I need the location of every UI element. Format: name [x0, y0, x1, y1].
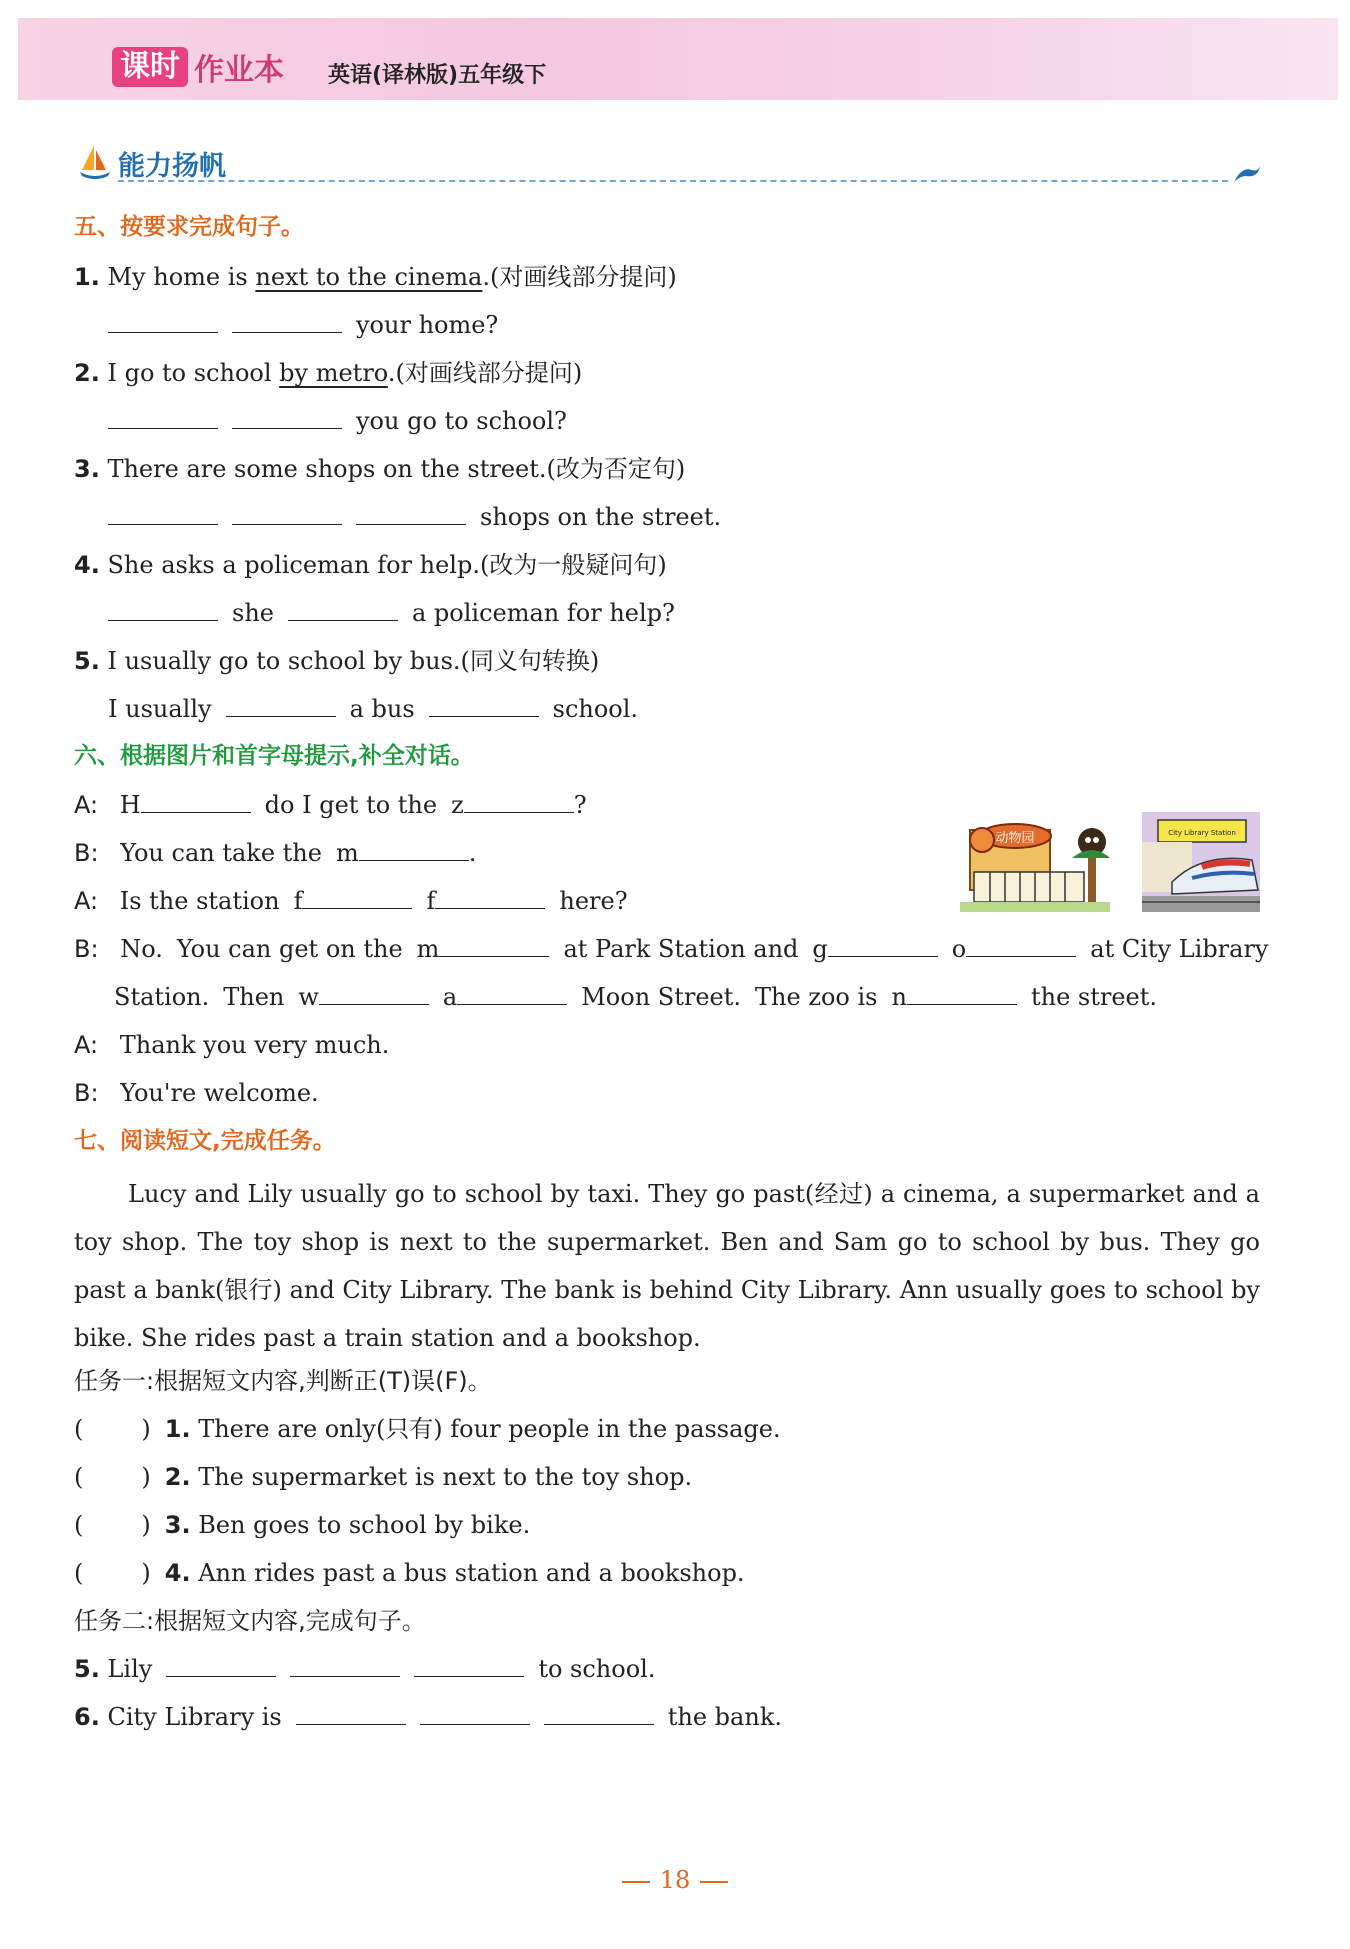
tf-item-4 — [74, 1558, 745, 1588]
answer-text: a policeman for help? — [411, 599, 675, 627]
q-text: She asks a policeman for help.(改为一般疑问句) — [107, 551, 667, 579]
underlined-phrase: next to the cinema — [255, 263, 483, 291]
section-divider — [118, 180, 1228, 182]
brand-box: 课时 — [112, 47, 188, 87]
hint-letter: f — [426, 887, 436, 915]
speaker: B: — [74, 839, 99, 867]
answer-blank[interactable] — [290, 1654, 400, 1677]
q-text: the bank. — [667, 1703, 782, 1731]
paren: ( — [74, 1415, 84, 1443]
q-number: 4. — [164, 1559, 191, 1587]
p5-q1 — [74, 262, 677, 292]
dialog-line-5 — [114, 982, 1157, 1012]
part7-heading: 七、阅读短文,完成任务。 — [74, 1128, 336, 1154]
answer-blank[interactable] — [359, 838, 469, 861]
q-text: Lily — [107, 1655, 153, 1683]
q-text: City Library is — [107, 1703, 282, 1731]
answer-blank[interactable] — [414, 1654, 524, 1677]
dialog-text: You're welcome. — [120, 1079, 319, 1107]
q-number: 4. — [74, 551, 100, 579]
q-number: 1. — [74, 263, 100, 291]
dialog-text: Is the station — [119, 887, 280, 915]
answer-blank[interactable] — [439, 934, 549, 957]
hint-letter: z — [451, 791, 464, 819]
hint-letter: m — [416, 935, 440, 963]
task2-q6 — [74, 1702, 782, 1732]
p5-a2 — [108, 406, 567, 436]
answer-blank[interactable] — [108, 310, 218, 333]
part5-heading: 五、按要求完成句子。 — [74, 214, 304, 240]
q-text: to school. — [538, 1655, 656, 1683]
book-title: 英语(译林版)五年级下 — [328, 63, 547, 88]
dialog-line-6 — [74, 1030, 389, 1060]
p5-q3 — [74, 454, 685, 484]
tf-text: Ann rides past a bus station and a bookshop. — [198, 1559, 745, 1587]
answer-blank[interactable] — [108, 502, 218, 525]
dialog-text: . — [468, 839, 477, 867]
underlined-phrase: by metro — [279, 359, 388, 387]
dialog-text: at City Library — [1090, 935, 1269, 963]
dialog-line-2 — [74, 838, 476, 868]
dialog-text: Thank you very much. — [119, 1031, 390, 1059]
answer-blank[interactable] — [457, 982, 567, 1005]
speaker: A: — [74, 1031, 99, 1059]
dialog-text: do I get to the — [264, 791, 438, 819]
tf-item-2 — [74, 1462, 692, 1492]
dialog-text: ? — [573, 791, 587, 819]
brand-text: 作业本 — [194, 53, 284, 88]
paren: ) — [141, 1511, 151, 1539]
p5-q5 — [74, 646, 599, 676]
p5-a3 — [108, 502, 721, 532]
dialog-text: the street. — [1030, 983, 1158, 1011]
dialog-text: The zoo is — [755, 983, 878, 1011]
hint-letter: w — [298, 983, 319, 1011]
answer-text: a bus — [349, 695, 415, 723]
q-number: 5. — [74, 1655, 100, 1683]
answer-blank[interactable] — [464, 790, 574, 813]
q-number: 5. — [74, 647, 100, 675]
task2-q5 — [74, 1654, 655, 1684]
q-instruction: .(对画线部分提问) — [482, 263, 677, 291]
answer-blank[interactable] — [226, 694, 336, 717]
q-instruction: .(对画线部分提问) — [387, 359, 583, 387]
station-sign: City Library Station — [1168, 829, 1236, 837]
answer-blank[interactable] — [232, 310, 342, 333]
speaker: B: — [74, 935, 99, 963]
tf-text: There are only(只有) four people in the passage. — [198, 1415, 781, 1443]
hint-letter: o — [951, 935, 967, 963]
dialog-line-7 — [74, 1078, 319, 1108]
answer-blank[interactable] — [429, 694, 539, 717]
p5-a1 — [108, 310, 498, 340]
zoo-picture — [960, 812, 1110, 912]
answer-blank[interactable] — [232, 502, 342, 525]
q-text: There are some shops on the street.(改为否定句) — [107, 455, 686, 483]
hint-letter: f — [293, 887, 303, 915]
answer-blank[interactable] — [435, 886, 545, 909]
dialog-line-3 — [74, 886, 628, 916]
task2-instruction: 任务二:根据短文内容,完成句子。 — [74, 1607, 426, 1635]
dialog-text: Then — [223, 983, 285, 1011]
p5-q2 — [74, 358, 582, 388]
paren: ( — [74, 1463, 84, 1491]
answer-text: she — [232, 599, 274, 627]
q-text: My home is — [107, 263, 256, 291]
q-number: 1. — [164, 1415, 191, 1443]
hint-letter: m — [335, 839, 359, 867]
answer-blank[interactable] — [288, 598, 398, 621]
paren: ) — [141, 1463, 151, 1491]
p5-a5 — [108, 694, 638, 724]
part6-heading: 六、根据图片和首字母提示,补全对话。 — [74, 743, 474, 769]
answer-text: your home? — [356, 311, 499, 339]
section-title: 能力扬帆 — [118, 151, 226, 182]
answer-blank[interactable] — [141, 790, 251, 813]
reading-passage: Lucy and Lily usually go to school by taxi. They go past(经过) a cinema, a supermarket and a toy shop. The toy shop is next to the supermarket. Ben and Sam go to school by bus. They go past a bank(银行) and City Library. The bank is behind City Library. Ann usually goes to school by bike. She rides past a train station and a bookshop. — [74, 1180, 1260, 1352]
paren: ( — [74, 1559, 84, 1587]
q-number: 2. — [74, 359, 100, 387]
answer-blank[interactable] — [108, 406, 218, 429]
dialog-text: You can take the — [120, 839, 322, 867]
hint-letter: g — [812, 935, 828, 963]
dialog-text: Moon Street. — [581, 983, 742, 1011]
answer-blank[interactable] — [966, 934, 1076, 957]
hint-letter: n — [891, 983, 907, 1011]
dialog-line-1 — [74, 790, 587, 820]
q-number: 6. — [74, 1703, 100, 1731]
q-number: 2. — [164, 1463, 191, 1491]
answer-text: you go to school? — [356, 407, 567, 435]
page-number-text: 18 — [659, 1866, 691, 1894]
wave-icon — [1232, 162, 1262, 184]
hint-letter: a — [442, 983, 458, 1011]
answer-blank[interactable] — [296, 1702, 406, 1725]
answer-blank[interactable] — [232, 406, 342, 429]
sail-icon — [78, 144, 112, 180]
dialog-text: at Park Station and — [563, 935, 799, 963]
brand-logo — [112, 44, 284, 90]
answer-blank[interactable] — [108, 598, 218, 621]
page-number — [0, 1866, 1350, 1894]
zoo-sign: 动物园 — [995, 831, 1035, 846]
hint-letter: H — [119, 791, 141, 819]
task1-instruction: 任务一:根据短文内容,判断正(T)误(F)。 — [74, 1367, 492, 1395]
answer-blank[interactable] — [907, 982, 1017, 1005]
tf-item-3 — [74, 1510, 530, 1540]
dialog-text: You can get on the — [176, 935, 403, 963]
q-number: 3. — [164, 1511, 191, 1539]
answer-blank[interactable] — [166, 1654, 276, 1677]
answer-text: I usually — [108, 695, 212, 723]
dialog-line-4 — [74, 934, 1269, 964]
p5-q4 — [74, 550, 667, 580]
answer-blank[interactable] — [356, 502, 466, 525]
answer-text: school. — [552, 695, 639, 723]
dialog-text: here? — [559, 887, 628, 915]
tf-item-1 — [74, 1414, 781, 1444]
paren: ) — [141, 1415, 151, 1443]
dialog-text: No. — [120, 935, 163, 963]
dialog-text: Station. — [114, 983, 210, 1011]
answer-blank[interactable] — [828, 934, 938, 957]
speaker: A: — [74, 791, 99, 819]
speaker: B: — [74, 1079, 99, 1107]
answer-blank[interactable] — [319, 982, 429, 1005]
section-header — [78, 142, 1262, 186]
q-text: I usually go to school by bus.(同义句转换) — [107, 647, 600, 675]
q-text: I go to school — [107, 359, 280, 387]
paren: ( — [74, 1511, 84, 1539]
tf-text: Ben goes to school by bike. — [198, 1511, 531, 1539]
tf-text: The supermarket is next to the toy shop. — [198, 1463, 693, 1491]
answer-text: shops on the street. — [480, 503, 722, 531]
q-number: 3. — [74, 455, 100, 483]
paren: ) — [141, 1559, 151, 1587]
answer-blank[interactable] — [544, 1702, 654, 1725]
answer-blank[interactable] — [302, 886, 412, 909]
p5-a4 — [108, 598, 675, 628]
speaker: A: — [74, 887, 99, 915]
answer-blank[interactable] — [420, 1702, 530, 1725]
station-picture — [1142, 812, 1260, 912]
